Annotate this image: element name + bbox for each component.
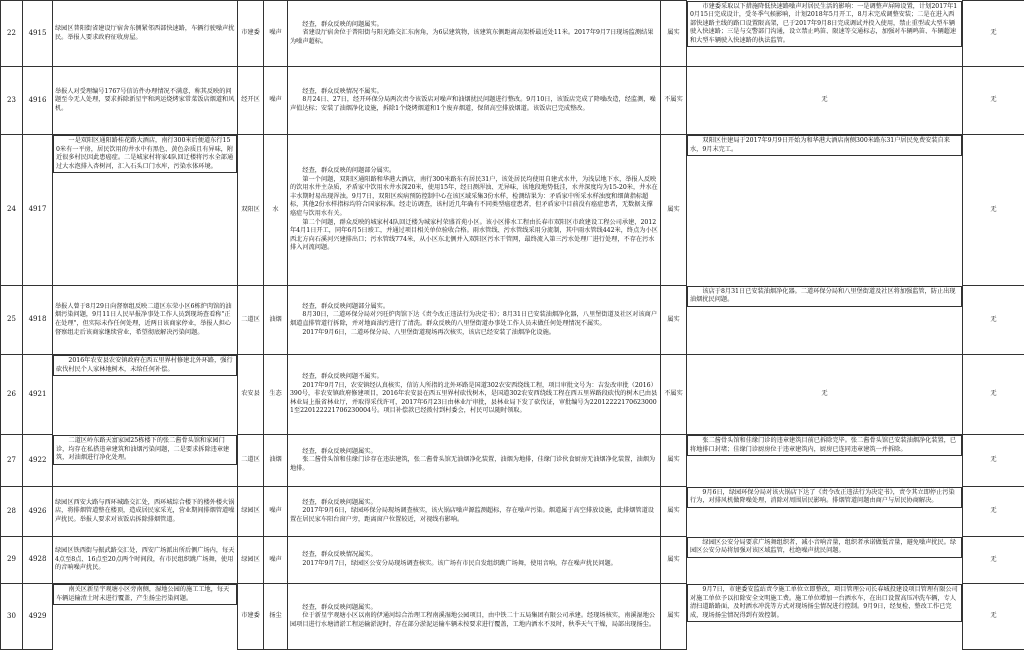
case-id: 4922 xyxy=(23,435,53,487)
investigation-text: 经查，群众反映情况属实。 2017年9月7日，绿园区公安分局现场调查核实。该广场有市民自发组织跳广场舞，使用音响，存在噪声扰民问题。 xyxy=(288,537,661,584)
complaint-text: 绿园区普阳街省建设厅宿舍东侧紧邻西部快速路，车辆行驶噪声扰民。举报人要求政府征收房屋。 xyxy=(53,1,238,67)
pollution-type: 噪声 xyxy=(264,487,288,537)
district: 二道区 xyxy=(238,286,264,355)
table-row xyxy=(1,537,1024,584)
case-id: 4921 xyxy=(23,355,53,435)
verdict: 不属实 xyxy=(661,355,687,435)
remark: 无 xyxy=(963,584,1024,650)
case-id: 4916 xyxy=(23,67,53,135)
handling-text: 绿园区公安分局要求广场舞组织者，减小音响音量，组织者承诺做低音量，避免噪声扰民。绿园区公安分局将加强对该区域监管，杜绝噪声扰民问题。 xyxy=(687,537,962,558)
row-number: 25 xyxy=(1,286,23,355)
case-id: 4928 xyxy=(23,537,53,584)
investigation-text: 经查，群众反映问题属实。 位于新星宇观塘小区以南的伊通河综合治理工程南溪湿地公园项目，由中铁二十五局集团有限公司承建。经现场核实，南溪湿地公园项目进行水塘清淤工程运输淤泥时，存在部分淤泥运输车辆未按要求进行覆盖，工地内洒水不及时，秋季天气干燥，局部出现扬尘。 xyxy=(288,584,661,650)
district: 双阳区 xyxy=(238,135,264,286)
handling-text: 双阳区住建局于2017年9月9日开始为和华港大酒店南侧300米路东31户居民免费安装自来水，9月末完工。 xyxy=(687,135,962,156)
row-number: 24 xyxy=(1,135,23,286)
handling-text: 张二酱骨头馆和佳缘门诊的违章建筑目前已拆除完毕。张二酱骨头馆已安装油烟净化装置，已将地排口封堵；佳缘门诊厨房位于违章建筑内，厨房已连同违章建筑一并拆除。 xyxy=(687,435,962,456)
complaint-text: 南关区新星宇观塘小区旁南侧，湿地公园的施工工地，每天车辆运输渣土时未进行覆盖，产生扬尘污染问题。 xyxy=(53,584,237,605)
verdict: 不属实 xyxy=(661,67,687,135)
district: 绿园区 xyxy=(238,487,264,537)
investigation-text: 经查，群众反映问题属实。 2017年9月6日，绿园环保分局现场调查核实，该火锅店噪声源监测超标，存在噪声污染。烟道属于高空排放设施，此排烟管道设置在居民家车阳台窗户旁，距离窗户位置较近，对视线有影响。 xyxy=(288,487,661,537)
district: 经开区 xyxy=(238,67,264,135)
remark: 无 xyxy=(963,435,1024,487)
remark: 无 xyxy=(963,286,1024,355)
investigation-text: 经查，群众反映问题不属实。 2017年9月7日，农安镇经认真核实，信访人所指的北外环路是国道302农安西绕线工程，项目审批文号为：吉发改审批（2016）390号，非农安镇政府修建项目，2016年农安县在西五里界村砍伐树木，是国道302农安西绕线工程在西五里界路段砍伐的树木已由县林业局上报省林业厅，并取得采伐许可，2017年6月23日由林业厅审批，县林业局下发了砍伐证，审批编号为220122221706230001至220122221706230004号。项目补偿款已经拨付到村委会，村民可以随时领取。 xyxy=(288,355,661,435)
table-row xyxy=(1,435,1024,487)
handling-text: 该店于8月31日已安装油烟净化器。二道环保分局和八里堡街道及社区将加强监管，防止出现油烟扰民问题。 xyxy=(687,286,962,307)
handling-text: 无 xyxy=(687,355,963,435)
case-id: 4929 xyxy=(23,584,53,650)
investigation-text: 经查，群众反映情况不属实。 8月24日、27日，经开环保分局两次责令该饭店对噪声和油烟扰民问题进行整改。9月10日，该饭店完成了降噪改造，经监测，噪声值达标；安装了油烟净化设施，拆除1个烧烤烟道和1个废弃烟道，保留高空排放烟道。该饭店已完成整改。 xyxy=(288,67,661,135)
district: 市建委 xyxy=(238,584,264,650)
investigation-text: 经查，群众反映问题属实。 张二酱骨头馆和佳缘门诊存在违法建筑，张二酱骨头馆无油烟净化装置，油烟为地排，佳缘门诊伙食厨房无油烟净化装置，油烟为地排。 xyxy=(288,435,661,487)
row-number: 22 xyxy=(1,1,23,67)
handling-text: 市建委采取以下措施降低快速路噪声对居民生活的影响：一是调整声屏障设置，计划2017年10月15日完成设计，受冬季气候影响，计划2018年5月开工，8月末完成调整安装；二是在进入西部快速路主线的路口设置限高架，已于2017年9月8日完成调试并投入使用，禁止重型或大型车辆驶入快速路；三是与交警部门沟通，设立禁止鸣笛、限速等交通标志，加强对车辆鸣笛、车辆超速和大型车辆驶入快速路的执法监管。 xyxy=(687,1,962,48)
row-number: 27 xyxy=(1,435,23,487)
remark: 无 xyxy=(963,1,1024,67)
complaint-text: 2016年农安县农安镇政府在西五里界村修建北外环路，强行砍伐村民个人家林地树木，未给任何补偿。 xyxy=(53,355,237,376)
row-number: 28 xyxy=(1,487,23,537)
investigation-text: 经查，群众反映的问题部分属实。 第一个问题，双阳区通阳路和华港大酒店，南行300米路东有居民31户，该处居民均使用自建式水井，为浅层地下水，举报人反映的饮用水井主杂质，矛盾家中饮用水井水深20米，使用15年，经日测浑浊、无异味，该地段地势低洼，水井深度均为15-20米，井水在丰水期时易出现浑浊。9月7日，双阳区疾病预防控制中心在该区域采集3份水样，检测结果为：矛盾家中所采水样浊度和细菌指标超标，其他2份水样指标均符合国家标准。经走访调查，该村近几年确有不同类型癌症患者，但矛盾家中目前没有癌症患者，无数据支撑癌症与饮用水有关。 第二个问题，群众反映的城家村4队回迁楼为城家村荣盛首苑小区。该小区排水工程由长春市双阳区市政建设工程公司承建，2012年4月1日开工，同年6月5日竣工，并通过项目相关单位验收合格。雨水管线、污水管线采用分流制，其中雨水管线442米，终点为小区西北方向石溪河兴建排出口；污水管线774米，从小区东北侧并入双阳区污水干管网，最终流入第三污水处理厂进行处理，不存在污水排入河流问题。 xyxy=(288,135,661,286)
table-row xyxy=(1,135,1024,286)
pollution-type: 油烟 xyxy=(264,286,288,355)
row-number: 26 xyxy=(1,355,23,435)
table-row xyxy=(1,584,1024,650)
remark: 无 xyxy=(963,355,1024,435)
case-id: 4917 xyxy=(23,135,53,286)
case-id: 4915 xyxy=(23,1,53,67)
pollution-type: 扬尘 xyxy=(264,584,288,650)
district: 绿园区 xyxy=(238,537,264,584)
row-number: 23 xyxy=(1,67,23,135)
verdict: 属实 xyxy=(661,286,687,355)
complaint-text: 绿园区西安大路与西环城路交汇处，西环城综合楼下的楼外楼火锅店，将排烟管道整在楼顶，造成居民家采光，营业期间排烟管道噪声扰民。举报人要求对该饭店拆除排烟管道。 xyxy=(53,487,238,537)
verdict: 属实 xyxy=(661,435,687,487)
complaint-text: 举报人曾于8月29日向督察组反映二道区东荣小区6栋炉肉馆的油烟污染问题，9月11日人民早报净事处工作人员到现场查看称"正在处理"，但实际未作任何处理，近两日该商家停业，举报人担心督察组走后该商家继续营业，希望彻底解决污染问题。 xyxy=(53,286,238,355)
verdict: 属实 xyxy=(661,537,687,584)
complaint-text: 绿园区铁西街与振武路交汇处，西安广场派出所后侧广场内，每天4点至8点、16点至20点两个时间段，有市民组织跳广场舞，使用的音响噪声扰民。 xyxy=(53,537,238,584)
table-row xyxy=(1,355,1024,435)
investigation-text: 经查，群众反映的问题属实。 省建设厅宿舍位于普阳街与阳光路交汇东南角，为6层建筑物，该建筑东侧距离高架桥最近处11米。2017年9月7日现场监测结果为噪声超标。 xyxy=(288,1,661,67)
table-row xyxy=(1,1,1024,67)
investigation-text: 经查，群众反映问题部分属实。 8月30日，二道环保分局对兴旺炉肉馆下达《责令改正违法行为决定书》；8月31日已安装油烟净化器，八里堡街道及社区对该商户烟道直排管道行拆除，并对地面油污进行了清洗。群众反映的八里堡街道办事处工作人员未做任何处理情况不属实。 2017年9月6日，二道环保分局、八里堡街道现场再次核实，该店已经安装了油烟净化设施。 xyxy=(288,286,661,355)
handling-text: 无 xyxy=(687,67,963,135)
remark: 无 xyxy=(963,537,1024,584)
table-row xyxy=(1,286,1024,355)
remark: 无 xyxy=(963,135,1024,286)
district: 二道区 xyxy=(238,435,264,487)
row-number: 30 xyxy=(1,584,23,650)
pollution-type: 油烟 xyxy=(264,435,288,487)
verdict: 属实 xyxy=(661,487,687,537)
complaint-text: 一是双阳区通阳路桂花路大酒店，南行300米后便道东行150米有一平房，居民饮用的井水中有黑色、黄色杂质且有异味，附近很多村民因此患癌症。二是城家村将家4队回迁楼将污水全部通过大水泡排入杏树河，汇入石头口门水库，污染水体环境。 xyxy=(53,135,237,173)
case-id: 4918 xyxy=(23,286,53,355)
handling-text: 9月6日，绿园环保分局对该火锅店下达了《责令改正违法行为决定书》，责令其立即停止污染行为，对排风机做降噪处理，消除对周围居民影响。排烟管道问题由商户与居民协商解决。 xyxy=(687,487,962,508)
table-row xyxy=(1,487,1024,537)
pollution-type: 噪声 xyxy=(264,1,288,67)
row-number: 29 xyxy=(1,537,23,584)
remark: 无 xyxy=(963,487,1024,537)
verdict: 属实 xyxy=(661,1,687,67)
handling-text: 9月7日，市建委安监站责令施工单位立即整改，项目管理公司长春城投建设项目管理有限公司对施工单位予以扣除安全文明施工费。施工单位增加一台洒水车，在出口设置高压冲洗车辆，专人清扫道路路面，及时洒水冲洗等方式对现场扬尘情况进行控制。9月9日，经复检，整改工作已完成，现场扬尘情况得到有效控制。 xyxy=(687,584,962,622)
district: 农安县 xyxy=(238,355,264,435)
remark: 无 xyxy=(963,67,1024,135)
case-id: 4926 xyxy=(23,487,53,537)
district: 市建委 xyxy=(238,1,264,67)
table-row xyxy=(1,67,1024,135)
pollution-type: 噪声 xyxy=(264,537,288,584)
pollution-type: 生态 xyxy=(264,355,288,435)
complaint-text: 二道区岭东路天富家园25栋楼下的张二酱骨头馆和家园门诊，均存在私搭违章建筑和油烟污染问题，二是要求拆除违章建筑，对油烟进行净化处理。 xyxy=(53,435,237,465)
complaint-text: 举报人对受理编号1767号信访件办理情况不满意，称其反映的问题至今无人处理，要求拆除新星宇和鸿运烧烤家常菜饭店烟道和风机。 xyxy=(53,67,238,135)
verdict: 属实 xyxy=(661,135,687,286)
pollution-type: 水 xyxy=(264,135,288,286)
verdict: 属实 xyxy=(661,584,687,650)
pollution-type: 噪声 xyxy=(264,67,288,135)
